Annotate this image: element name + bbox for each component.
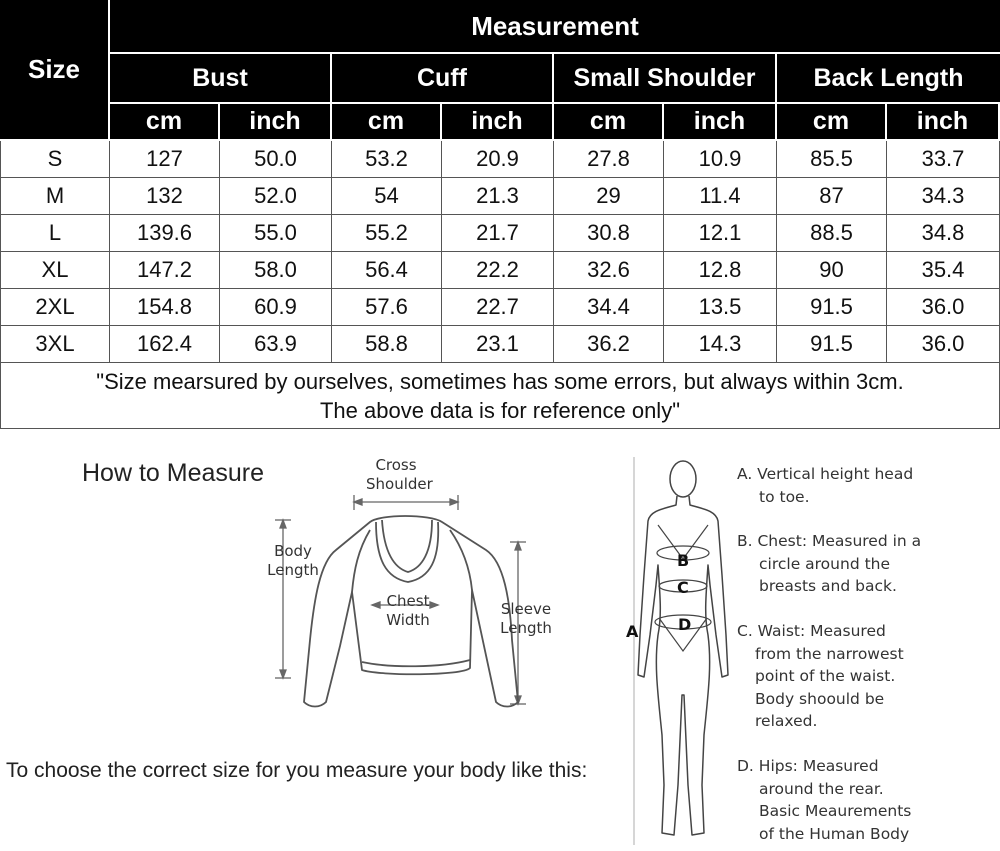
figure-label-d: D <box>678 615 692 634</box>
size-cell: L <box>0 215 110 252</box>
value-cell: 57.6 <box>332 289 442 326</box>
legend-c: C. Waist: Measured from the narrowest point of the waist. Body shoould be relaxed. <box>737 622 904 730</box>
value-cell: 60.9 <box>220 289 332 326</box>
value-cell: 162.4 <box>110 326 220 363</box>
value-cell: 58.0 <box>220 252 332 289</box>
unit-header-6: cm <box>777 104 885 139</box>
size-cell: XL <box>0 252 110 289</box>
value-cell: 53.2 <box>332 141 442 178</box>
value-cell: 32.6 <box>554 252 664 289</box>
group-header-small-shoulder: Small Shoulder <box>554 54 775 102</box>
value-cell: 22.7 <box>442 289 554 326</box>
value-cell: 14.3 <box>664 326 777 363</box>
group-header-bust: Bust <box>110 54 330 102</box>
measurement-note <box>0 363 1000 429</box>
value-cell: 22.2 <box>442 252 554 289</box>
cross-shoulder-arrow <box>354 495 458 510</box>
value-cell: 12.1 <box>664 215 777 252</box>
value-cell: 91.5 <box>777 289 887 326</box>
value-cell: 147.2 <box>110 252 220 289</box>
how-to-measure-title: How to Measure <box>82 459 265 487</box>
cross-shoulder-label: Cross Shoulder <box>366 456 433 493</box>
value-cell: 30.8 <box>554 215 664 252</box>
value-cell: 127 <box>110 141 220 178</box>
figure-label-a: A <box>626 622 639 641</box>
value-cell: 33.7 <box>887 141 1000 178</box>
value-cell: 50.0 <box>220 141 332 178</box>
value-cell: 10.9 <box>664 141 777 178</box>
value-cell: 34.8 <box>887 215 1000 252</box>
value-cell: 13.5 <box>664 289 777 326</box>
size-cell: M <box>0 178 110 215</box>
value-cell: 154.8 <box>110 289 220 326</box>
value-cell: 52.0 <box>220 178 332 215</box>
group-header-cuff: Cuff <box>332 54 552 102</box>
body-length-label: Body Length <box>267 542 319 579</box>
legend-b: B. Chest: Measured in a circle around the breasts and back. <box>737 532 922 595</box>
size-cell: S <box>0 141 110 178</box>
value-cell: 27.8 <box>554 141 664 178</box>
value-cell: 11.4 <box>664 178 777 215</box>
note-line-2: The above data is for reference only" <box>319 397 680 423</box>
value-cell: 85.5 <box>777 141 887 178</box>
value-cell: 12.8 <box>664 252 777 289</box>
size-cell: 3XL <box>0 326 110 363</box>
unit-header-2: cm <box>332 104 440 139</box>
value-cell: 55.0 <box>220 215 332 252</box>
value-cell: 29 <box>554 178 664 215</box>
value-cell: 34.3 <box>887 178 1000 215</box>
legend-d: D. Hips: Measured around the rear. Basic Meaurements of the Human Body <box>737 757 912 843</box>
value-cell: 90 <box>777 252 887 289</box>
figure-label-b: B <box>677 551 690 570</box>
unit-header-3: inch <box>442 104 552 139</box>
value-cell: 87 <box>777 178 887 215</box>
unit-header-5: inch <box>664 104 775 139</box>
value-cell: 54 <box>332 178 442 215</box>
value-cell: 63.9 <box>220 326 332 363</box>
value-cell: 132 <box>110 178 220 215</box>
value-cell: 36.2 <box>554 326 664 363</box>
unit-header-1: inch <box>220 104 330 139</box>
note-line-1: "Size mearsured by ourselves, sometimes has some errors, but always within 3cm. <box>96 368 904 394</box>
value-cell: 34.4 <box>554 289 664 326</box>
value-cell: 91.5 <box>777 326 887 363</box>
unit-header-4: cm <box>554 104 662 139</box>
value-cell: 21.7 <box>442 215 554 252</box>
value-cell: 20.9 <box>442 141 554 178</box>
size-header: Size <box>0 0 108 139</box>
value-cell: 36.0 <box>887 289 1000 326</box>
value-cell: 56.4 <box>332 252 442 289</box>
group-header-back-length: Back Length <box>777 54 1000 102</box>
value-cell: 23.1 <box>442 326 554 363</box>
unit-header-7: inch <box>887 104 998 139</box>
size-cell: 2XL <box>0 289 110 326</box>
value-cell: 35.4 <box>887 252 1000 289</box>
sleeve-length-label: Sleeve Length <box>500 600 552 637</box>
measurement-header: Measurement <box>110 0 1000 52</box>
unit-header-0: cm <box>110 104 218 139</box>
value-cell: 139.6 <box>110 215 220 252</box>
legend-a: A. Vertical height head to toe. <box>737 465 914 506</box>
value-cell: 55.2 <box>332 215 442 252</box>
chest-width-label: Chest Width <box>386 592 430 629</box>
body-figure-diagram <box>628 455 738 850</box>
value-cell: 58.8 <box>332 326 442 363</box>
value-cell: 88.5 <box>777 215 887 252</box>
value-cell: 21.3 <box>442 178 554 215</box>
figure-label-c: C <box>677 578 689 597</box>
choose-size-instruction: To choose the correct size for you measure your body like this: <box>6 759 588 782</box>
value-cell: 36.0 <box>887 326 1000 363</box>
